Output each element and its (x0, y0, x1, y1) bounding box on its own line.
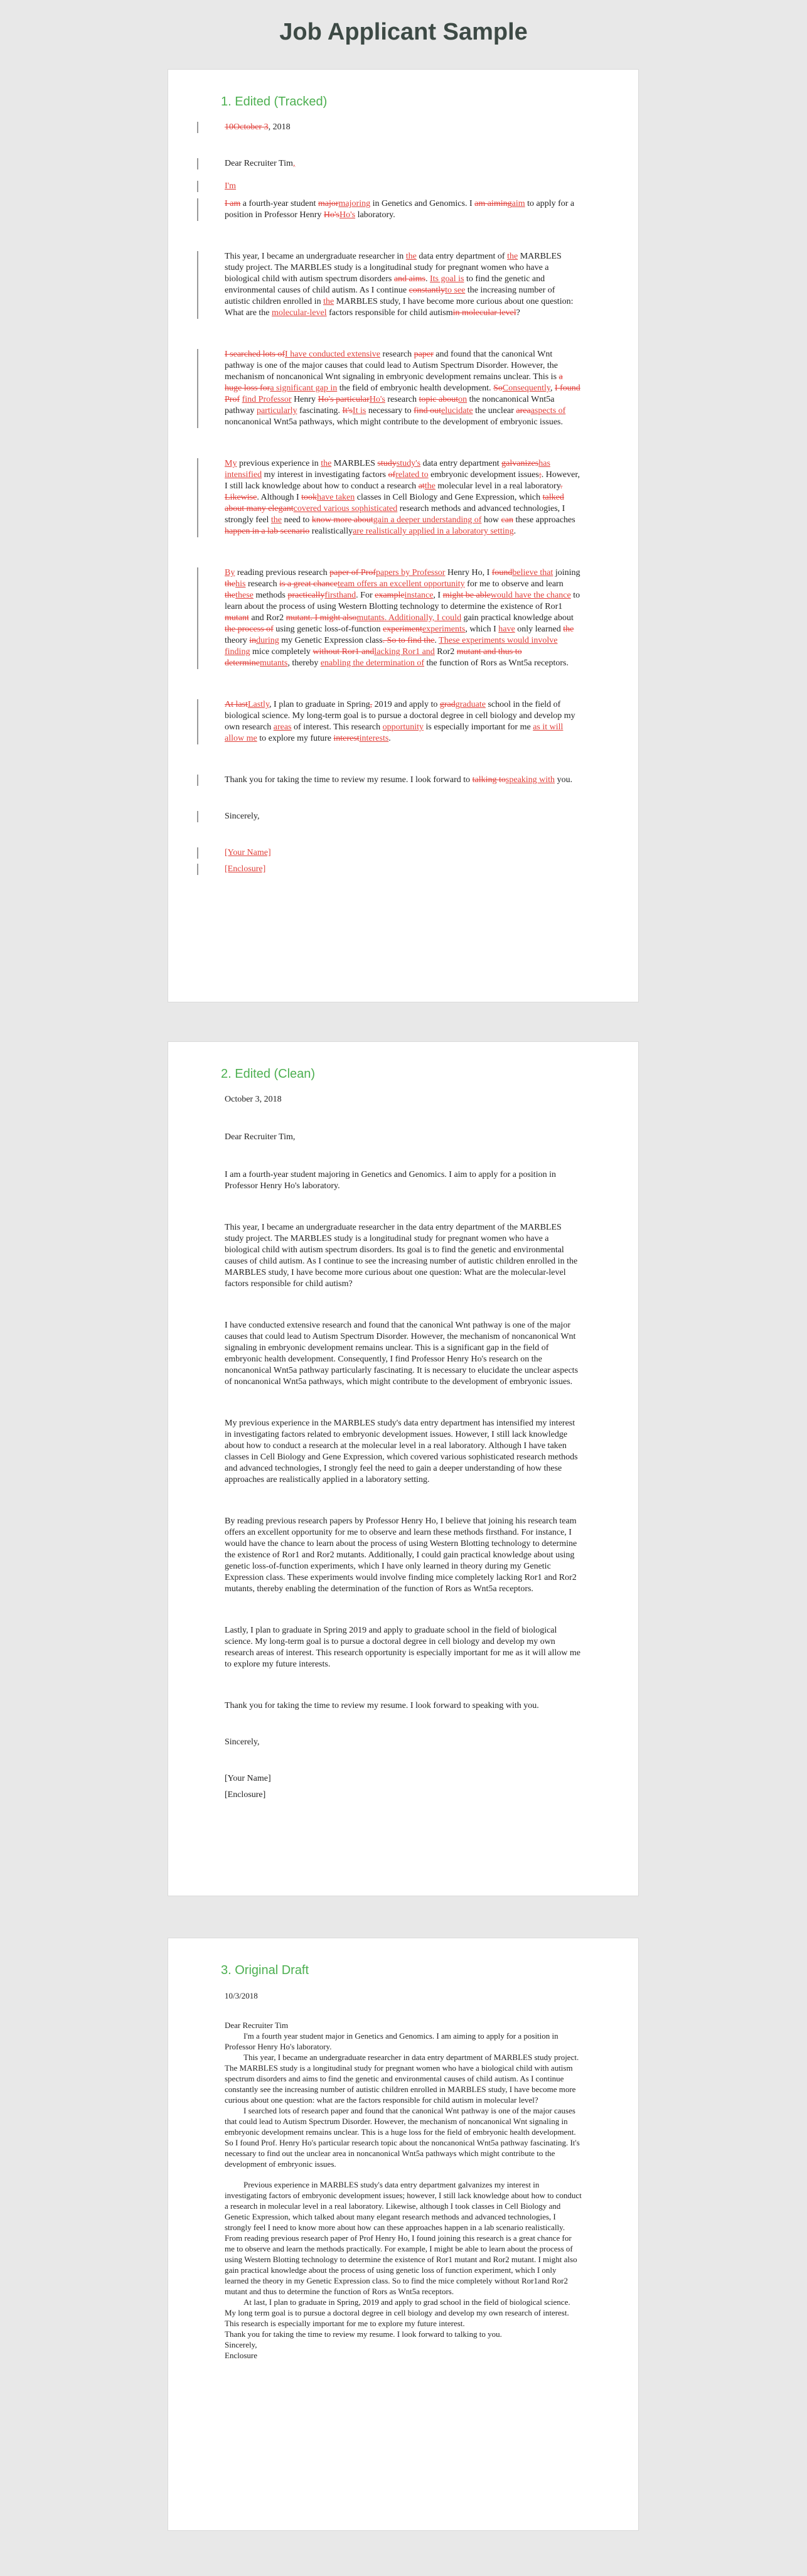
deleted-text: mutant (225, 613, 249, 623)
inserted-text: [Enclosure] (225, 864, 266, 874)
plain-text: for me to observe and learn (464, 579, 564, 589)
tracked-paragraph-5 (197, 567, 582, 669)
inserted-text: instance (404, 591, 434, 600)
inserted-text: has intensified (225, 459, 550, 480)
inserted-text: are realistically applied in a laboratory setting (353, 527, 514, 536)
deleted-text: happen in a lab scenario (225, 527, 310, 536)
plain-text: , I plan to graduate in Spring (269, 700, 370, 709)
plain-text: research (245, 579, 280, 589)
deleted-text: example (375, 591, 405, 600)
inserted-text: to see (445, 286, 466, 295)
deleted-text: know more about (311, 515, 373, 525)
original-closing: Thank you for taking the time to review my resume. I look forward to talking to you. (225, 2329, 502, 2339)
clean-paragraph-6: Lastly, I plan to graduate in Spring 2019 and apply to graduate school in the field of biological science. My long-term goal is to pursue a doctoral degree in cell biology and develop my own research areas of interest. This research opportunity is especially important for me as it will allow me to explore my future interests. (225, 1626, 580, 1669)
plain-text: theory (225, 636, 250, 645)
inserted-text: experiments (422, 625, 466, 634)
deleted-text: Ho's particular (318, 395, 370, 404)
deleted-text: the process of (225, 625, 274, 634)
clean-paragraph-5: By reading previous research papers by Professor Henry Ho, I believe that joining his research team offers an excellent opportunity for me to observe and learn these methods firsthand. For instance, I would have the chance to learn about the process of using Western Blotting technology to determine the existence of Ror1 and Ror2 mutants. Additionally, I could gain practical knowledge about using genetic loss-of-function experiments, which I have only learned in theory during my Genetic Expression class. These experiments would involve finding mice completely lacking Ror1 and Ror2 mutants, thereby enabling the determination of the function of Rors as Wnt5a receptors. (225, 1516, 577, 1594)
plain-text: , which I (465, 625, 499, 634)
plain-text: my Genetic Expression class (279, 636, 383, 645)
plain-text: Henry (291, 395, 318, 404)
inserted-text: areas (273, 722, 292, 732)
inserted-text: mutants (259, 658, 288, 668)
plain-text: research methods and advanced technologies, I strongly feel (225, 504, 565, 525)
plain-text: joining (553, 568, 580, 577)
deleted-text: the (563, 625, 574, 634)
original-draft-card (168, 1938, 638, 2530)
section-title-clean: 2. Edited (Clean) (221, 1067, 316, 1081)
inserted-text: the (321, 459, 332, 468)
original-paragraph-4: Previous experience in MARBLES study's data entry department galvanizes my interest in investigating factors of embryonic development issues; however, I still lack knowledge about how to conduct a research in molecular level in a real laboratory. Likewise, although I took classes in Cell Biology and Genetic Expression, which talked about many elegant research methods and advanced technologies, I strongly feel I need to know more about how can these approaches happen in a lab scenario realistically. From reading previous research paper of Prof Henry Ho, I found joining this research is a great chance for me to observe and learn the methods practically. For example, I might be able to learn about the process of using Western Blotting technology to determine the existence of Ror1 mutant and Ror2 mutant. I might also gain practical knowledge about the process of using genetic loss of function experiment, which I only learned the theory in my Genetic Expression class. So to find the mice completely without Ror1and Ror2 mutant and thus to determine the function of Rors as Wnt5a receptors. (225, 2180, 582, 2296)
tracked-enclosure (197, 864, 582, 875)
plain-text: research (380, 350, 414, 359)
deleted-text: At last (225, 700, 248, 709)
plain-text: research (385, 395, 419, 404)
plain-text: is especially important for me (424, 722, 533, 732)
deleted-text: area (516, 406, 531, 416)
inserted-text: study's (396, 459, 421, 468)
deleted-text: interest (333, 734, 360, 743)
plain-text: classes in Cell Biology and Gene Expression, which (355, 493, 543, 502)
deleted-text: , (370, 700, 373, 709)
plain-text: gain practical knowledge about (461, 613, 574, 623)
plain-text: the noncanonical Wnt5a pathway (225, 395, 555, 416)
plain-text: of interest. This research (291, 722, 383, 732)
tracked-paragraph-1 (197, 198, 582, 221)
plain-text: to apply for a position in Professor Henry (225, 199, 575, 220)
inserted-text: elucidate (441, 406, 473, 416)
clean-paragraph-1: I am a fourth-year student majoring in Genetics and Genomics. I aim to apply for a position in Professor Henry Ho's laboratory. (225, 1170, 556, 1191)
deleted-text: took (301, 493, 317, 502)
inserted-text: these (235, 591, 254, 600)
plain-text: in Genetics and Genomics. I (370, 199, 475, 208)
plain-text: using genetic loss-of-function (273, 625, 383, 634)
inserted-text: majoring (338, 199, 371, 208)
plain-text: reading previous research (235, 568, 330, 577)
deleted-text: am aiming (474, 199, 512, 208)
tracked-im (197, 181, 582, 192)
plain-text: the increasing number of autistic children enrolled in (225, 286, 555, 306)
tracked-sincerely (197, 811, 582, 822)
deleted-text: without Ror1 and (313, 647, 375, 657)
clean-name: [Your Name] (225, 1774, 271, 1783)
plain-text: MARBLES study, I have become more curious about one question: What are the (225, 297, 574, 318)
plain-text: only learned (515, 625, 564, 634)
deleted-text: found (491, 568, 513, 577)
inserted-text: a significant gap in (270, 384, 338, 393)
plain-text: data entry department of (416, 252, 508, 261)
plain-text: Thank you for taking the time to review my resume. I look forward to (225, 775, 473, 785)
tracked-greeting (197, 158, 582, 169)
plain-text: . (513, 527, 516, 536)
deleted-text: in (249, 636, 257, 645)
plain-text: Sincerely, (225, 812, 260, 821)
tracked-paragraph-3 (197, 349, 582, 428)
plain-text: a fourth-year student (240, 199, 318, 208)
deleted-text: . Likewise (225, 481, 563, 502)
deleted-text: in molecular level (452, 308, 516, 318)
inserted-text: the (270, 515, 282, 525)
clean-edit-card (168, 1042, 638, 1896)
plain-text: Dear Recruiter Tim (225, 159, 293, 168)
inserted-text: the (507, 252, 518, 261)
deleted-text: paper of Prof (329, 568, 377, 577)
inserted-text: aim (511, 199, 525, 208)
deleted-text: So (493, 384, 503, 393)
inserted-text: Lastly (247, 700, 270, 709)
inserted-text: the (424, 481, 436, 491)
deleted-text: October 3 (233, 122, 269, 132)
plain-text: . For (356, 591, 375, 600)
plain-text: , I (433, 591, 443, 600)
inserted-text: gain a deeper understanding of (373, 515, 482, 525)
deleted-text: I found Prof (225, 384, 580, 404)
original-paragraph-5: At last, I plan to graduate in Spring, 2019 and apply to grad school in the field of biological science. My long term goal is to pursue a doctoral degree in cell biology and develop my own research of interest. This research is especially important for me to explore my future interest. (225, 2297, 570, 2328)
deleted-text: talked about many elegant (225, 493, 564, 513)
inserted-text: I have conducted extensive (285, 350, 381, 359)
deleted-text: might be able (442, 591, 491, 600)
inserted-text: speaking with (505, 775, 555, 785)
plain-text: previous experience in (237, 459, 321, 468)
plain-text: the function of Rors as Wnt5a receptors. (424, 658, 569, 668)
plain-text: need to (281, 515, 312, 525)
deleted-text: It's (342, 406, 353, 416)
tracked-edit-card (168, 70, 638, 1002)
deleted-text: constantly (409, 286, 446, 295)
plain-text: factors responsible for child autism (326, 308, 453, 318)
plain-text: , 2018 (268, 122, 291, 132)
deleted-text: topic about (419, 395, 459, 404)
tracked-date (197, 122, 582, 133)
deleted-text: can (501, 515, 513, 525)
inserted-text: opportunity (382, 722, 424, 732)
plain-text: to find the genetic and environmental causes of child autism. As I continue (225, 274, 545, 295)
deleted-text: a huge loss for (225, 372, 563, 393)
deleted-text: find out (414, 406, 442, 416)
plain-text: 2019 and apply to (372, 700, 440, 709)
inserted-text: believe that (512, 568, 553, 577)
deleted-text: mutant. I might also (286, 613, 357, 623)
tracked-paragraph-4 (197, 458, 582, 537)
plain-text: to explore my future (257, 734, 334, 743)
plain-text: ? (516, 308, 520, 318)
plain-text: data entry department (420, 459, 502, 468)
deleted-text: mutant and thus to determine (225, 647, 522, 668)
inserted-text: team offers an excellent opportunity (337, 579, 465, 589)
tracked-paragraph-6 (197, 699, 582, 744)
inserted-text: would have the chance (490, 591, 571, 600)
inserted-text: during (256, 636, 279, 645)
plain-text: the field of embryonic health development. (337, 384, 494, 393)
inserted-text: as it will allow me (225, 722, 564, 743)
plain-text: necessary to (366, 406, 414, 416)
inserted-text: on (458, 395, 468, 404)
inserted-text: have taken (317, 493, 355, 502)
deleted-text: Ho's (323, 210, 339, 220)
original-paragraph-2: This year, I became an undergraduate researcher in data entry department of MARBLES study project. The MARBLES study is a longitudinal study for pregnant women who have a biological child with autism spectrum disorders and aims to find the genetic and environmental causes of child autism. As I continue constantly see the increasing number of autistic children enrolled in MARBLES study, I have become more curious about one question: what are the factors responsible for child autism in molecular level? (225, 2053, 579, 2105)
inserted-text: It is (352, 406, 366, 416)
deleted-text: 10 (225, 122, 233, 132)
inserted-text: [Your Name] (225, 848, 271, 857)
plain-text: Ror2 (434, 647, 457, 657)
deleted-text: and aims (393, 274, 425, 284)
inserted-text: aspects of (530, 406, 566, 416)
deleted-text: major (318, 199, 339, 208)
clean-sincerely: Sincerely, (225, 1737, 260, 1747)
inserted-text: the (323, 297, 334, 306)
deleted-text: I am (225, 199, 241, 208)
inserted-text: covered various sophisticated (293, 504, 398, 513)
inserted-text: Consequently (502, 384, 550, 393)
plain-text: This year, I became an undergraduate researcher in (225, 252, 406, 261)
section-title-original: 3. Original Draft (221, 1963, 309, 1977)
plain-text: realistically (309, 527, 353, 536)
plain-text: laboratory. (355, 210, 395, 220)
tracked-closing (197, 775, 582, 786)
plain-text: . However, I still lack knowledge about how to conduct a research (225, 470, 580, 491)
deleted-text: paper (414, 350, 434, 359)
inserted-text: find Professor (242, 395, 292, 404)
inserted-text: lacking Ror1 and (374, 647, 435, 657)
deleted-text: I searched lots of (225, 350, 286, 359)
plain-text: molecular level in a real laboratory (435, 481, 560, 491)
deleted-text: is a great chance (279, 579, 338, 589)
deleted-text: the (225, 579, 236, 589)
plain-text: the unclear (473, 406, 516, 416)
deleted-text: study (377, 459, 397, 468)
plain-text: mice completely (250, 647, 313, 657)
plain-text: fascinating. (297, 406, 343, 416)
plain-text: noncanonical Wnt5a pathways, which might contribute to the development of embryonic issues. (225, 417, 563, 427)
plain-text: you. (555, 775, 573, 785)
plain-text: how (481, 515, 501, 525)
inserted-text: mutants. Additionally, I could (356, 613, 462, 623)
inserted-text: Ho's (339, 210, 356, 220)
plain-text: these approaches (513, 515, 575, 525)
inserted-text: papers by Professor (376, 568, 446, 577)
original-sincerely: Sincerely, (225, 2340, 257, 2349)
section-title-tracked: 1. Edited (Tracked) (221, 95, 328, 109)
clean-enclosure: [Enclosure] (225, 1790, 266, 1800)
inserted-text: molecular-level (272, 308, 327, 318)
original-paragraph-1: I'm a fourth year student major in Genetics and Genomics. I am aiming to apply for a position in Professor Henry Ho's laboratory. (225, 2031, 558, 2051)
clean-date: October 3, 2018 (225, 1095, 282, 1104)
plain-text: . Although I (257, 493, 302, 502)
plain-text: , thereby (287, 658, 321, 668)
deleted-text: the (225, 591, 236, 600)
plain-text: . (434, 636, 439, 645)
inserted-text: his (235, 579, 246, 589)
clean-greeting: Dear Recruiter Tim, (225, 1132, 296, 1142)
deleted-text: ; (538, 470, 542, 480)
clean-paragraph-3: I have conducted extensive research and found that the canonical Wnt pathway is one of the major causes that could lead to Autism Spectrum Disorder. However, the mechanism of noncanonical Wnt signaling in embryonic development remains unclear. This is a significant gap in the field of embryonic health development. Consequently, I find Professor Henry Ho's research on the noncanonical Wnt5a pathway particularly fascinating. It is necessary to elucidate the unclear aspects of noncanonical Wnt5a pathways, which might contribute to the development of embryonic issues. (225, 1321, 579, 1387)
inserted-text: Ho's (369, 395, 385, 404)
deleted-text: practically (287, 591, 325, 600)
plain-text: and found that the canonical Wnt pathway is one of the major causes that could lead to Autism Spectrum Disorder. However, the mechanism of noncanonical Wnt signaling in embryonic development remains unclear. This is (225, 350, 559, 382)
plain-text: , (550, 384, 555, 393)
original-paragraph-3: I searched lots of research paper and found that the canonical Wnt pathway is one of the major causes that could lead to Autism Spectrum Disorder. However, the mechanism of noncanonical Wnt signaling in embryonic development remains unclear. This is a huge loss for the field of embryonic health development. So I found Prof. Henry Ho's particular research topic about the noncanonical Wnt5a pathway fascinating. It's necessary to find out the unclear area in noncanonical Wnt5a pathways which might contribute to the development of embryonic issues. (225, 2106, 580, 2169)
inserted-text: interests (359, 734, 389, 743)
deleted-text: of (388, 470, 396, 480)
original-date: 10/3/2018 (225, 1991, 258, 2000)
inserted-text: have (498, 625, 515, 634)
inserted-text: These experiments would involve finding (225, 636, 558, 657)
plain-text: MARBLES study project. The MARBLES study is a longitudinal study for pregnant women who have a biological child with autism spectrum disorders (225, 252, 562, 284)
page-title: Job Applicant Sample (279, 19, 528, 45)
plain-text: embryonic development issues (428, 470, 539, 480)
plain-text: my interest in investigating factors (262, 470, 388, 480)
inserted-text: My (225, 459, 237, 468)
plain-text: methods (253, 591, 288, 600)
original-greeting: Dear Recruiter Tim (225, 2021, 289, 2030)
inserted-text: particularly (256, 406, 297, 416)
deleted-text: galvanizes (501, 459, 539, 468)
plain-text: . (388, 734, 391, 743)
inserted-text: graduate (455, 700, 486, 709)
clean-paragraph-4: My previous experience in the MARBLES study's data entry department has intensified my interest in investigating factors related to embryonic development issues. However, I still lack knowledge about how to conduct a research at the molecular level in a real laboratory. Although I have taken classes in Cell Biology and Gene Expression, which covered various sophisticated research methods and advanced technologies, I strongly feel the need to gain a deeper understanding of how these approaches are realistically applied in a laboratory setting. (225, 1419, 578, 1484)
inserted-text: By (225, 568, 235, 577)
plain-text: to learn about the process of using Western Blotting technology to determine the existence of Ror1 (225, 591, 580, 611)
deleted-text: experiment (382, 625, 422, 634)
inserted-text: enabling the determination of (320, 658, 425, 668)
deleted-text: at (418, 481, 425, 491)
plain-text: MARBLES (331, 459, 378, 468)
inserted-text: , (292, 159, 296, 168)
plain-text: . (425, 274, 430, 284)
clean-paragraph-2: This year, I became an undergraduate researcher in the data entry department of the MARBLES study project. The MARBLES study is a longitudinal study for pregnant women who have a biological child with autism spectrum disorders. Its goal is to find the genetic and environmental causes of child autism. As I continue to see the increasing number of autistic children enrolled in the MARBLES study, I have become more curious about one question: What are the molecular-level factors responsible for child autism? (225, 1223, 578, 1289)
tracked-paragraph-2 (197, 251, 582, 319)
inserted-text: firsthand (324, 591, 356, 600)
inserted-text: I'm (225, 181, 237, 191)
original-enclosure: Enclosure (225, 2351, 257, 2360)
inserted-text: Its goal is (430, 274, 464, 284)
inserted-text: related to (395, 470, 429, 480)
clean-closing: Thank you for taking the time to review my resume. I look forward to speaking with you. (225, 1701, 539, 1710)
plain-text: Henry Ho, I (445, 568, 492, 577)
plain-text: school in the field of biological science. My long-term goal is to pursue a doctoral degree in cell biology and develop my own research (225, 700, 575, 732)
deleted-text: . So to find the (382, 636, 435, 645)
plain-text: and Ror2 (249, 613, 286, 623)
deleted-text: grad (439, 700, 456, 709)
tracked-name (197, 847, 582, 859)
inserted-text: the (405, 252, 417, 261)
deleted-text: talking to (472, 775, 506, 785)
